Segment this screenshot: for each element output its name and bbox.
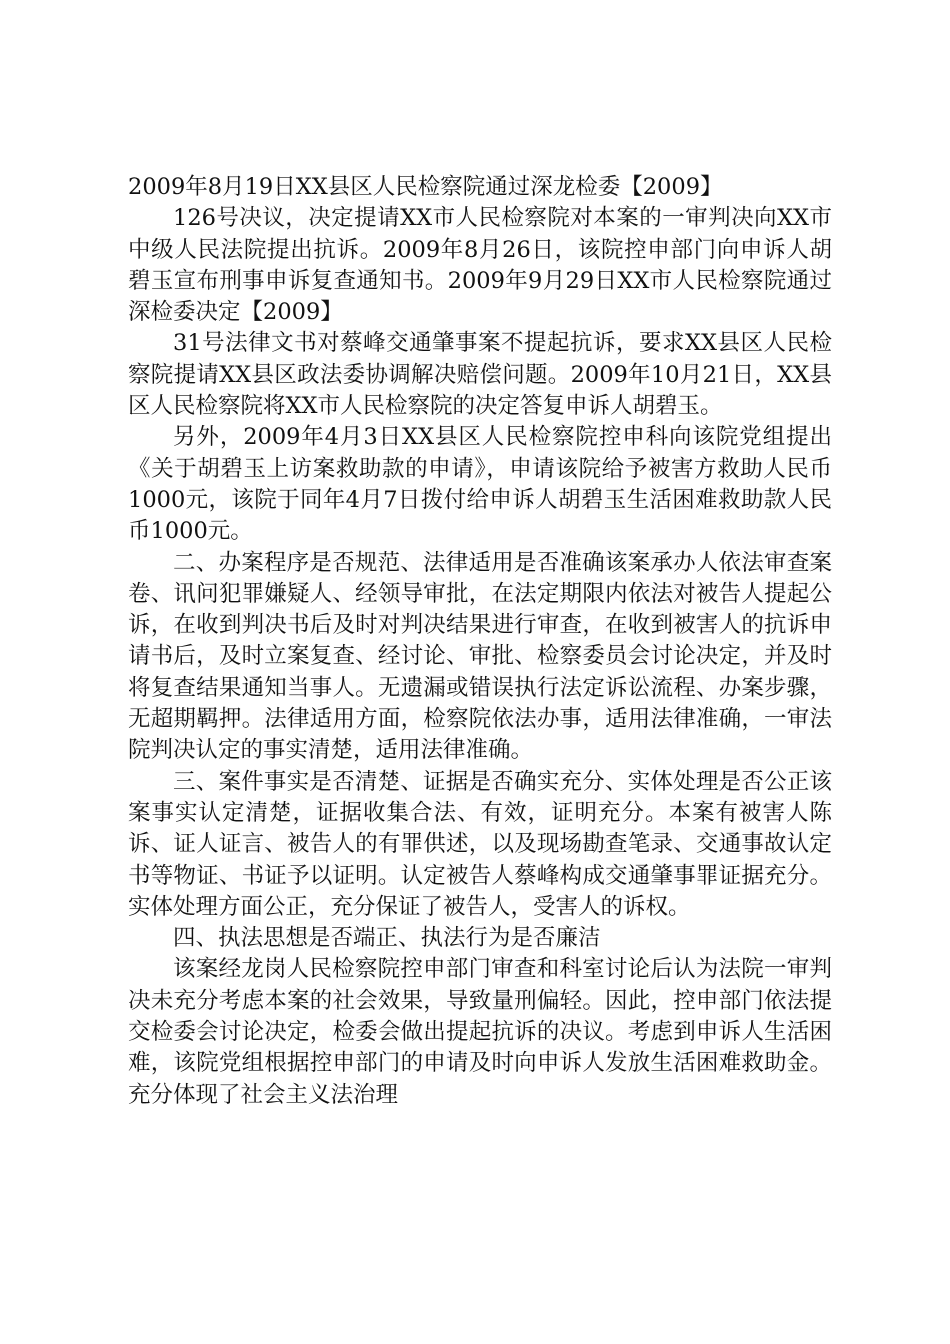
paragraph-2: 126号决议，决定提请XX市人民检察院对本案的一审判决向XX市中级人民法院提出抗诉。2009年8月26日，该院控申部门向申诉人胡碧玉宣布刑事申诉复查通知书。2009年9月29日XX市人民检察院通过深检委决定【2009】 [128, 205, 832, 326]
paragraph-4: 另外，2009年4月3日XX县区人民检察院控申科向该院党组提出《关于胡碧玉上访案救助款的申请》，申请该院给予被害方救助人民币1000元，该院于同年4月7日拨付给申诉人胡碧玉生活困难救助款人民币1000元。 [128, 424, 832, 545]
paragraph-1: 2009年8月19日XX县区人民检察院通过深龙检委【2009】 [128, 174, 723, 200]
paragraph-6: 三、案件事实是否清楚、证据是否确实充分、实体处理是否公正该案事实认定清楚，证据收集合法、有效，证明充分。本案有被害人陈诉、证人证言、被告人的有罪供述，以及现场勘查笔录、交通事故认定书等物证、书证予以证明。认定被告人蔡峰构成交通肇事罪证据充分。实体处理方面公正，充分保证了被告人，受害人的诉权。 [128, 768, 832, 920]
paragraph-8: 该案经龙岗人民检察院控申部门审查和科室讨论后认为法院一审判决未充分考虑本案的社会效果，导致量刑偏轻。因此，控申部门依法提交检委会讨论决定，检委会做出提起抗诉的决议。考虑到申诉人生活困难，该院党组根据控申部门的申请及时向申诉人发放生活困难救助金。充分体现了社会主义法治理 [128, 956, 832, 1108]
paragraph-3: 31号法律文书对蔡峰交通肇事案不提起抗诉，要求XX县区人民检察院提请XX县区政法委协调解决赔偿问题。2009年10月21日，XX县区人民检察院将XX市人民检察院的决定答复申诉人胡碧玉。 [128, 330, 832, 420]
document-body [128, 172, 832, 1111]
paragraph-5: 二、办案程序是否规范、法律适用是否准确该案承办人依法审查案卷、讯问犯罪嫌疑人、经领导审批，在法定期限内依法对被告人提起公诉，在收到判决书后及时对判决结果进行审查，在收到被害人的抗诉申请书后，及时立案复查、经讨论、审批、检察委员会讨论决定，并及时将复查结果通知当事人。无遗漏或错误执行法定诉讼流程、办案步骤，无超期羁押。法律适用方面，检察院依法办事，适用法律准确，一审法院判决认定的事实清楚，适用法律准确。 [128, 549, 832, 764]
paragraph-7: 四、执法思想是否端正、执法行为是否廉洁 [173, 925, 601, 952]
